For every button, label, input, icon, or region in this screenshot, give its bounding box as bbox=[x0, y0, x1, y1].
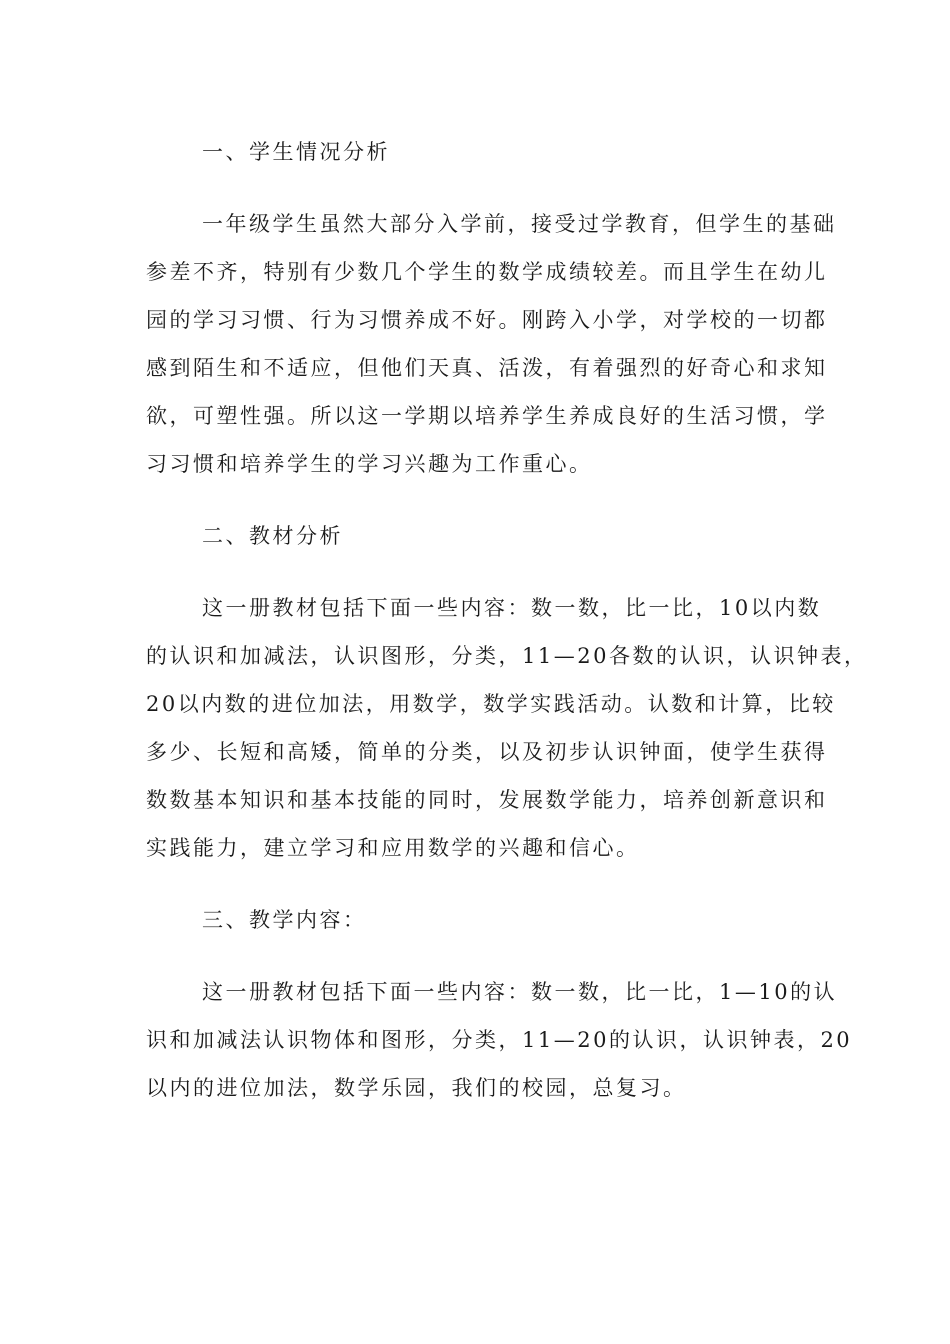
text-line: 20以内数的进位加法，用数学，数学实践活动。认数和计算，比较 bbox=[146, 692, 836, 716]
text-line: 实践能力，建立学习和应用数学的兴趣和信心。 bbox=[146, 836, 640, 860]
text-line: 欲，可塑性强。所以这一学期以培养学生养成良好的生活习惯，学 bbox=[146, 404, 828, 428]
section-heading-textbook-analysis: 二、教材分析 bbox=[202, 524, 343, 548]
text-line: 参差不齐，特别有少数几个学生的数学成绩较差。而且学生在幼儿 bbox=[146, 260, 828, 284]
text-line: 一年级学生虽然大部分入学前，接受过学教育，但学生的基础 bbox=[202, 212, 837, 236]
document-body bbox=[146, 128, 868, 1112]
section-heading-student-analysis: 一、学生情况分析 bbox=[202, 140, 390, 164]
text-line: 数数基本知识和基本技能的同时，发展数学能力，培养创新意识和 bbox=[146, 788, 828, 812]
text-line: 习习惯和培养学生的学习兴趣为工作重心。 bbox=[146, 452, 593, 476]
paragraph-student-analysis bbox=[146, 200, 837, 488]
text-line: 这一册教材包括下面一些内容：数一数，比一比，10以内数 bbox=[202, 596, 822, 620]
text-line: 的认识和加减法，认识图形，分类，11—20各数的认识，认识钟表， bbox=[146, 644, 868, 668]
section-heading-teaching-content: 三、教学内容： bbox=[202, 908, 367, 932]
text-line: 以内的进位加法，数学乐园，我们的校园，总复习。 bbox=[146, 1076, 687, 1100]
text-line: 识和加减法认识物体和图形，分类，11—20的认识，认识钟表，20 bbox=[146, 1028, 853, 1052]
paragraph-textbook-analysis bbox=[146, 584, 868, 872]
paragraph-teaching-content bbox=[146, 968, 853, 1112]
text-line: 感到陌生和不适应，但他们天真、活泼，有着强烈的好奇心和求知 bbox=[146, 356, 828, 380]
text-line: 多少、长短和高矮，简单的分类，以及初步认识钟面，使学生获得 bbox=[146, 740, 828, 764]
text-line: 园的学习习惯、行为习惯养成不好。刚跨入小学，对学校的一切都 bbox=[146, 308, 828, 332]
text-line: 这一册教材包括下面一些内容：数一数，比一比，1—10的认 bbox=[202, 980, 838, 1004]
